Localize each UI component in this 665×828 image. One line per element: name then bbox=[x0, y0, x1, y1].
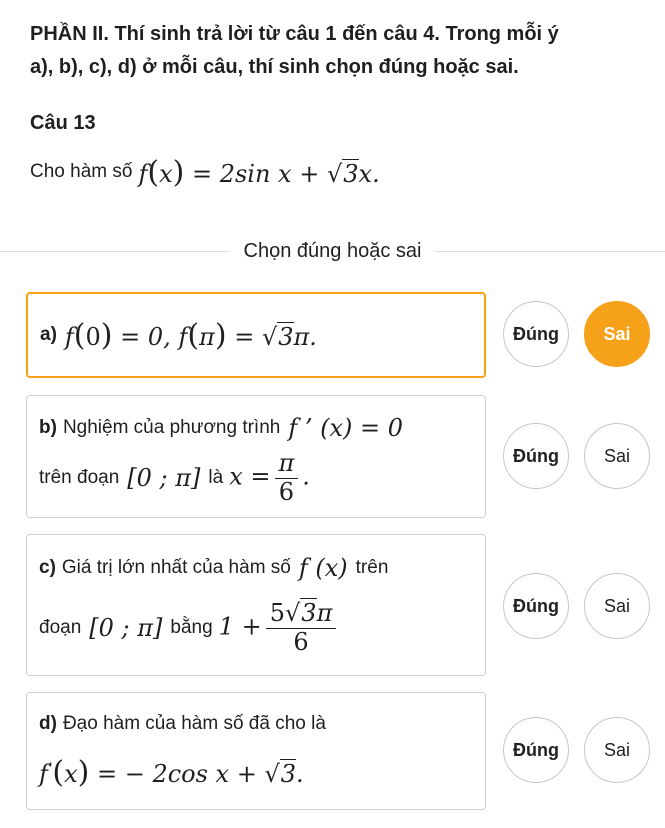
statement-text-c-2: trên bbox=[355, 557, 389, 578]
statement-text-c-3: đoạn bbox=[39, 617, 82, 638]
statement-card-b bbox=[26, 395, 486, 518]
true-button-c[interactable]: Đúng bbox=[503, 573, 569, 639]
question-text: Cho hàm số bbox=[30, 161, 133, 182]
statement-card-d bbox=[26, 692, 486, 810]
statement-label-d: d) bbox=[39, 713, 57, 734]
statement-formula-d: f’(x) = − 2cos x + √3. bbox=[39, 754, 304, 790]
false-button-c[interactable]: Sai bbox=[584, 573, 650, 639]
statement-text-c-4: bằng bbox=[170, 617, 213, 638]
statement-interval-b: [0 ; π] bbox=[127, 464, 201, 492]
statement-text-b-1: Nghiệm của phương trình bbox=[62, 417, 281, 438]
statement-formula-a: f(0) = 0, f(π) = √3π. bbox=[64, 317, 317, 353]
divider-label: Chọn đúng hoặc sai bbox=[243, 240, 422, 262]
true-button-a[interactable]: Đúng bbox=[503, 301, 569, 367]
sqrt-symbol: √3 bbox=[326, 159, 359, 188]
false-button-b[interactable]: Sai bbox=[584, 423, 650, 489]
statement-formula-c: 1 + $\frac{5√3\pi}{6}$ bbox=[219, 600, 341, 656]
statement-label-b: b) bbox=[39, 417, 57, 438]
statement-card-c bbox=[26, 534, 486, 676]
statement-text-b-2: trên đoạn bbox=[39, 467, 120, 488]
statement-label-a: a) bbox=[40, 324, 57, 345]
divider-line-left bbox=[0, 251, 230, 252]
question-statement bbox=[30, 150, 380, 194]
statement-equation-b: f ’ (x) = 0 bbox=[288, 414, 404, 442]
false-button-d[interactable]: Sai bbox=[584, 717, 650, 783]
true-button-b[interactable]: Đúng bbox=[503, 423, 569, 489]
question-formula: f(x) = 2sin x + √3x. bbox=[138, 154, 380, 190]
statement-card-a bbox=[26, 292, 486, 378]
statement-label-c: c) bbox=[39, 557, 56, 578]
statement-interval-c: [0 ; π] bbox=[89, 614, 163, 642]
statement-text-c-1: Giá trị lớn nhất của hàm số bbox=[61, 557, 291, 578]
statement-function-c: f (x) bbox=[298, 554, 348, 582]
divider-line-right bbox=[435, 251, 665, 252]
choose-divider bbox=[0, 240, 665, 263]
header-line-2: a), b), c), d) ở mỗi câu, thí sinh chọn đúng hoặc sai. bbox=[30, 56, 519, 78]
header-line-1: PHẦN II. Thí sinh trả lời từ câu 1 đến câu 4. Trong mỗi ý bbox=[30, 23, 559, 45]
true-button-d[interactable]: Đúng bbox=[503, 717, 569, 783]
false-button-a[interactable]: Sai bbox=[584, 301, 650, 367]
statement-text-b-3: là bbox=[208, 467, 224, 488]
statement-formula-b: x = $\frac{\pi}{6}$ . bbox=[229, 448, 310, 506]
question-title: Câu 13 bbox=[30, 112, 96, 134]
statement-text-d-1: Đạo hàm của hàm số đã cho là bbox=[62, 713, 326, 734]
section-header bbox=[30, 18, 640, 84]
